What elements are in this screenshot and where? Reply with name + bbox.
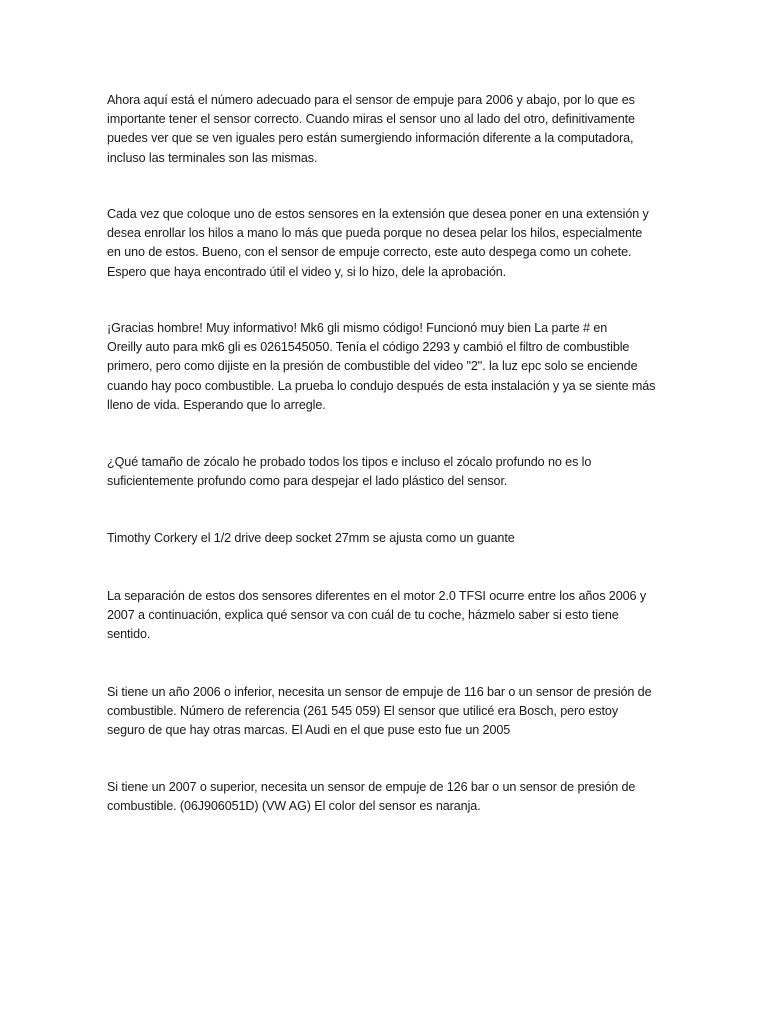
text-line: cuando hay poco combustible. La prueba lo condujo después de esta instalación y ya se siente más — [107, 378, 656, 393]
text-line: en uno de estos. Bueno, con el sensor de empuje correcto, este auto despega como un cohete. — [107, 245, 632, 260]
text-line: Si tiene un año 2006 o inferior, necesita un sensor de empuje de 116 bar o un sensor de presión de — [107, 685, 652, 699]
text-line: primero, pero como dijiste en la presión de combustible del video "2". la luz epc solo se enciende — [107, 359, 638, 374]
text-line: suficientemente profundo como para despejar el lado plástico del sensor. — [107, 474, 508, 489]
text-line: La separación de estos dos sensores diferentes en el motor 2.0 TFSI ocurre entre los años 2006 y — [107, 589, 647, 603]
text-line: desea enrollar los hilos a mano lo más que pueda porque no desea pelar los hilos, especialmente — [107, 226, 643, 241]
text-line: seguro de que hay otras marcas. El Audi en el que puse esto fue un 2005 — [107, 723, 511, 738]
text-line: sentido. — [107, 627, 151, 642]
paragraph-2006-or-lower — [107, 683, 662, 741]
text-line: Espero que haya encontrado útil el video y, si lo hizo, dele la aprobación. — [107, 264, 507, 279]
paragraph-socket-answer — [107, 529, 662, 548]
paragraph-installation-tip — [107, 205, 662, 282]
text-line: lleno de vida. Esperando que lo arregle. — [107, 397, 326, 412]
text-line: importante tener el sensor correcto. Cuando miras el sensor uno al lado del otro, definitivamente — [107, 112, 635, 127]
text-line: ¿Qué tamaño de zócalo he probado todos los tipos e incluso el zócalo profundo no es lo — [107, 455, 592, 469]
text-line: Si tiene un 2007 o superior, necesita un sensor de empuje de 126 bar o un sensor de presión de — [107, 780, 636, 794]
text-line: Ahora aquí está el número adecuado para el sensor de empuje para 2006 y abajo, por lo que es — [107, 93, 635, 107]
text-line: combustible. Número de referencia (261 545 059) El sensor que utilicé era Bosch, pero estoy — [107, 704, 619, 719]
text-line: incluso las terminales son las mismas. — [107, 150, 318, 165]
text-line: Oreilly auto para mk6 gli es 0261545050. Tenía el código 2293 y cambió el filtro de combustible — [107, 340, 630, 355]
text-line: combustible. (06J906051D) (VW AG) El color del sensor es naranja. — [107, 799, 481, 814]
text-line: 2007 a continuación, explica qué sensor va con cuál de tu coche, házmelo saber si esto tiene — [107, 608, 619, 623]
paragraph-socket-question — [107, 453, 662, 491]
text-line: Timothy Corkery el 1/2 drive deep socket 27mm se ajusta como un guante — [107, 531, 515, 545]
paragraph-sensor-number — [107, 91, 662, 168]
text-line: Cada vez que coloque uno de estos sensores en la extensión que desea poner en una extensión y — [107, 207, 649, 221]
text-line: puedes ver que se ven iguales pero están sumergiendo información diferente a la computadora, — [107, 131, 634, 146]
text-line: ¡Gracias hombre! Muy informativo! Mk6 gli mismo código! Funcionó muy bien La parte # en — [107, 321, 608, 335]
paragraph-2007-or-higher — [107, 778, 662, 816]
paragraph-sensor-separation — [107, 587, 662, 645]
paragraph-thanks-comment — [107, 319, 662, 415]
